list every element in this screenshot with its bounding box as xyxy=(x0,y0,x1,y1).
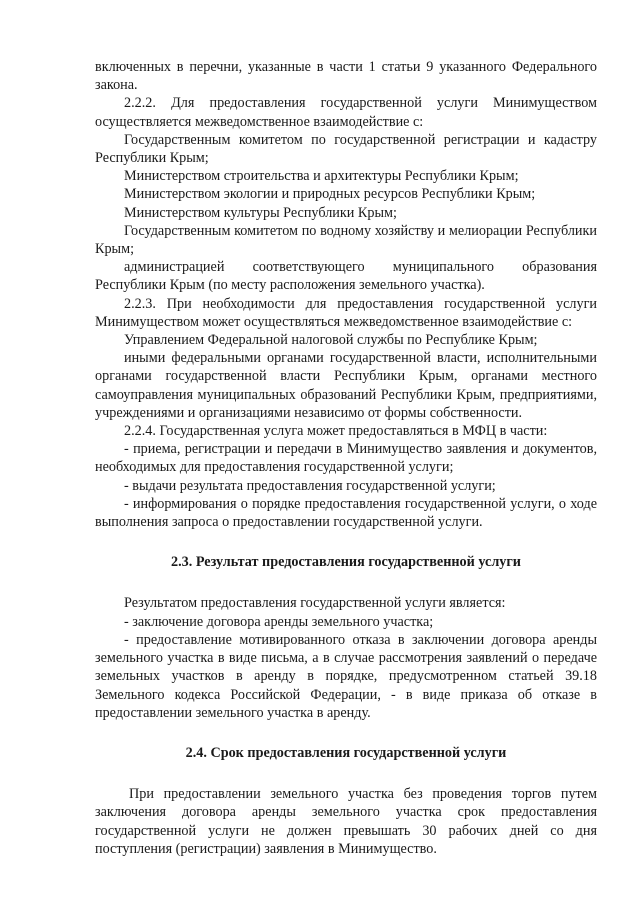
mfc-item: - выдачи результата предоставления государственной услуги; xyxy=(124,477,496,494)
mfc-item: - информирования о порядке предоставления государственной услуги, о ходе выполнения запроса о предоставлении государственной услуги. xyxy=(95,495,597,531)
agency-item: Государственным комитетом по водному хозяйству и мелиорации Республики Крым; xyxy=(95,222,597,258)
result-item: - заключение договора аренды земельного участка; xyxy=(124,613,434,630)
paragraph-2-2-3: 2.2.3. При необходимости для предоставления государственной услуги Минимуществом может осуществляться межведомственное взаимодействие с: xyxy=(95,295,597,330)
agency-item: иными федеральными органами государственной власти, исполнительными органами государственной власти Республики Крым, органами местного самоуправления муниципальных образований Республики Крым, предприятиями, учреждениями и организациями независимо от формы собственности. xyxy=(95,350,597,421)
agency-item: Министерством культуры Республики Крым; xyxy=(124,204,397,221)
section-heading-2-3: 2.3. Результат предоставления государственной услуги xyxy=(170,554,521,571)
result-intro: Результатом предоставления государственной услуги является: xyxy=(124,595,506,612)
term-paragraph: При предоставлении земельного участка без проведения торгов путем заключения договора аренды земельного участка срок предоставления государственной услуги не должен превышать 30 рабочих дней со дня поступления (регистрации) заявления в Минимущество. xyxy=(95,786,597,857)
agency-item: администрацией соответствующего муниципального образования Республики Крым (по месту расположения земельного участка). xyxy=(95,259,597,294)
mfc-item: - приема, регистрации и передачи в Минимущество заявления и документов, необходимых для предоставления государственной услуги; xyxy=(95,441,597,476)
document-page xyxy=(95,58,597,858)
agency-item: Государственным комитетом по государственной регистрации и кадастру Республики Крым; xyxy=(95,131,597,167)
paragraph-continued: включенных в перечни, указанные в части 1 статьи 9 указанного Федерального закона. xyxy=(95,59,597,94)
paragraph-2-2-2: 2.2.2. Для предоставления государственной услуги Минимуществом осуществляется межведомственное взаимодействие с: xyxy=(95,95,597,130)
paragraph-2-2-4: 2.2.4. Государственная услуга может предоставляться в МФЦ в части: xyxy=(124,423,548,440)
agency-item: Министерством строительства и архитектуры Республики Крым; xyxy=(124,168,519,185)
result-item: - предоставление мотивированного отказа в заключении договора аренды земельного участка в виде письма, а в случае рассмотрения заявлений о передаче земельных участков в аренду в порядке, предусмотренном статьей 39.18 Земельного кодекса Российской Федерации, - в виде приказа об отказе в предоставлении земельного участка в аренду. xyxy=(95,631,597,721)
agency-item: Управлением Федеральной налоговой службы по Республике Крым; xyxy=(124,332,538,349)
agency-item: Министерством экологии и природных ресурсов Республики Крым; xyxy=(124,186,536,203)
section-heading-2-4: 2.4. Срок предоставления государственной услуги xyxy=(185,744,507,761)
